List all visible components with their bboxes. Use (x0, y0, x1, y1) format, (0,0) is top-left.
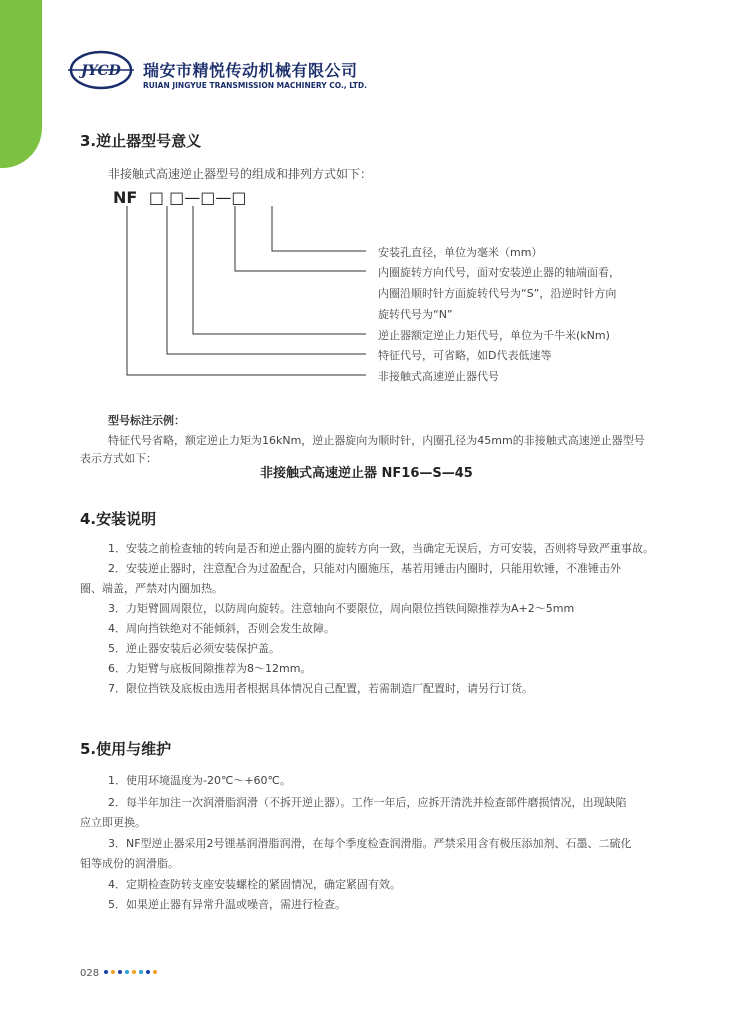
install-item-5: 5．逆止器安装后必须安装保护盖。 (108, 642, 280, 655)
install-item-1: 1．安装之前检查轴的转向是否和逆止器内圈的旋转方向一致，当确定无误后，方可安装，否则将导致严重事故。 (108, 542, 654, 555)
company-name-cn: 瑞安市精悦传动机械有限公司 (143, 61, 358, 80)
label-hole-diameter: 安装孔直径，单位为毫米（mm） (378, 246, 543, 259)
install-item-2-cont: 圈、端盖，严禁对内圈加热。 (80, 582, 223, 595)
model-code-boxes: □ □—□—□ (148, 188, 247, 207)
logo-lettering: JYCD (81, 63, 121, 79)
maintenance-item-4: 4．定期检查防转支座安装螺栓的紧固情况，确定紧固有效。 (108, 878, 401, 891)
maintenance-item-2: 2．每半年加注一次润滑脂润滑（不拆开逆止器）。工作一年后，应拆开清洗并检查部件磨损情况，出现缺陷 (108, 796, 627, 809)
label-torque: 逆止器额定逆止力矩代号，单位为千牛米(kNm) (378, 329, 610, 342)
footer-dot (146, 970, 150, 974)
company-name-en: RUIAN JINGYUE TRANSMISSION MACHINERY CO., LTD. (143, 81, 368, 90)
footer-dot (111, 970, 115, 974)
section-5-title: 5.使用与维护 (80, 740, 172, 758)
install-item-7: 7．限位挡铁及底板由选用者根据具体情况自己配置，若需制造厂配置时，请另行订货。 (108, 682, 533, 695)
footer-dots (104, 970, 157, 974)
label-series-code: 非接触式高速逆止器代号 (378, 370, 499, 383)
footer-dot (104, 970, 108, 974)
section-3-title: 3.逆止器型号意义 (80, 132, 202, 150)
page-number: 028 (80, 968, 100, 979)
model-code-prefix: NF (113, 188, 138, 207)
section-4-title: 4.安装说明 (80, 510, 157, 528)
label-rotation-direction-1: 内圈旋转方向代号，面对安装逆止器的轴端面看， (378, 266, 620, 279)
leader-hole-diameter (272, 206, 366, 251)
install-item-6: 6．力矩臂与底板间隙推荐为8～12mm。 (108, 662, 312, 675)
model-intro-text: 非接触式高速逆止器型号的组成和排列方式如下： (108, 167, 373, 181)
maintenance-item-3: 3．NF型逆止器采用2号锂基润滑脂润滑，在每个季度检查润滑脂。严禁采用含有极压添加剂、石墨、二硫化 (108, 837, 632, 850)
leader-series-code (127, 206, 366, 375)
footer-dot (118, 970, 122, 974)
label-rotation-direction-2: 内圈沿顺时针方面旋转代号为“S”，沿逆时针方向 (378, 287, 617, 300)
leader-rotation-direction (235, 206, 366, 271)
footer-dot (132, 970, 136, 974)
leader-feature-code (167, 206, 366, 354)
footer-dot (125, 970, 129, 974)
install-item-3: 3．力矩臂圆周限位，以防周向旋转。注意轴向不要限位，周向限位挡铁间隙推荐为A+2～5mm (108, 602, 575, 615)
maintenance-item-5: 5．如果逆止器有异常升温或噪音，需进行检查。 (108, 898, 346, 911)
maintenance-item-2-cont: 应立即更换。 (80, 816, 146, 829)
example-model: 非接触式高速逆止器 NF16—S—45 (260, 466, 473, 481)
label-feature-code: 特征代号，可省略，如D代表低速等 (378, 349, 552, 362)
label-rotation-direction-3: 旋转代号为“N” (378, 308, 453, 321)
footer-dot (139, 970, 143, 974)
example-description: 特征代号省略，额定逆止力矩为16kNm，逆止器旋向为顺时针，内圈孔径为45mm的非接触式高速逆止器型号 (108, 434, 645, 447)
leader-torque (193, 206, 366, 334)
example-description-cont: 表示方式如下： (80, 452, 157, 465)
footer-dot (153, 970, 157, 974)
maintenance-item-1: 1．使用环境温度为-20℃～+60℃。 (108, 774, 291, 787)
example-title: 型号标注示例： (108, 414, 185, 427)
install-item-4: 4．周向挡铁绝对不能倾斜，否则会发生故障。 (108, 622, 335, 635)
maintenance-item-3-cont: 钼等成份的润滑脂。 (80, 857, 179, 870)
install-item-2: 2．安装逆止器时，注意配合为过盈配合，只能对内圈施压，基若用锤击内圈时，只能用软锤，不准锤击外 (108, 562, 621, 575)
